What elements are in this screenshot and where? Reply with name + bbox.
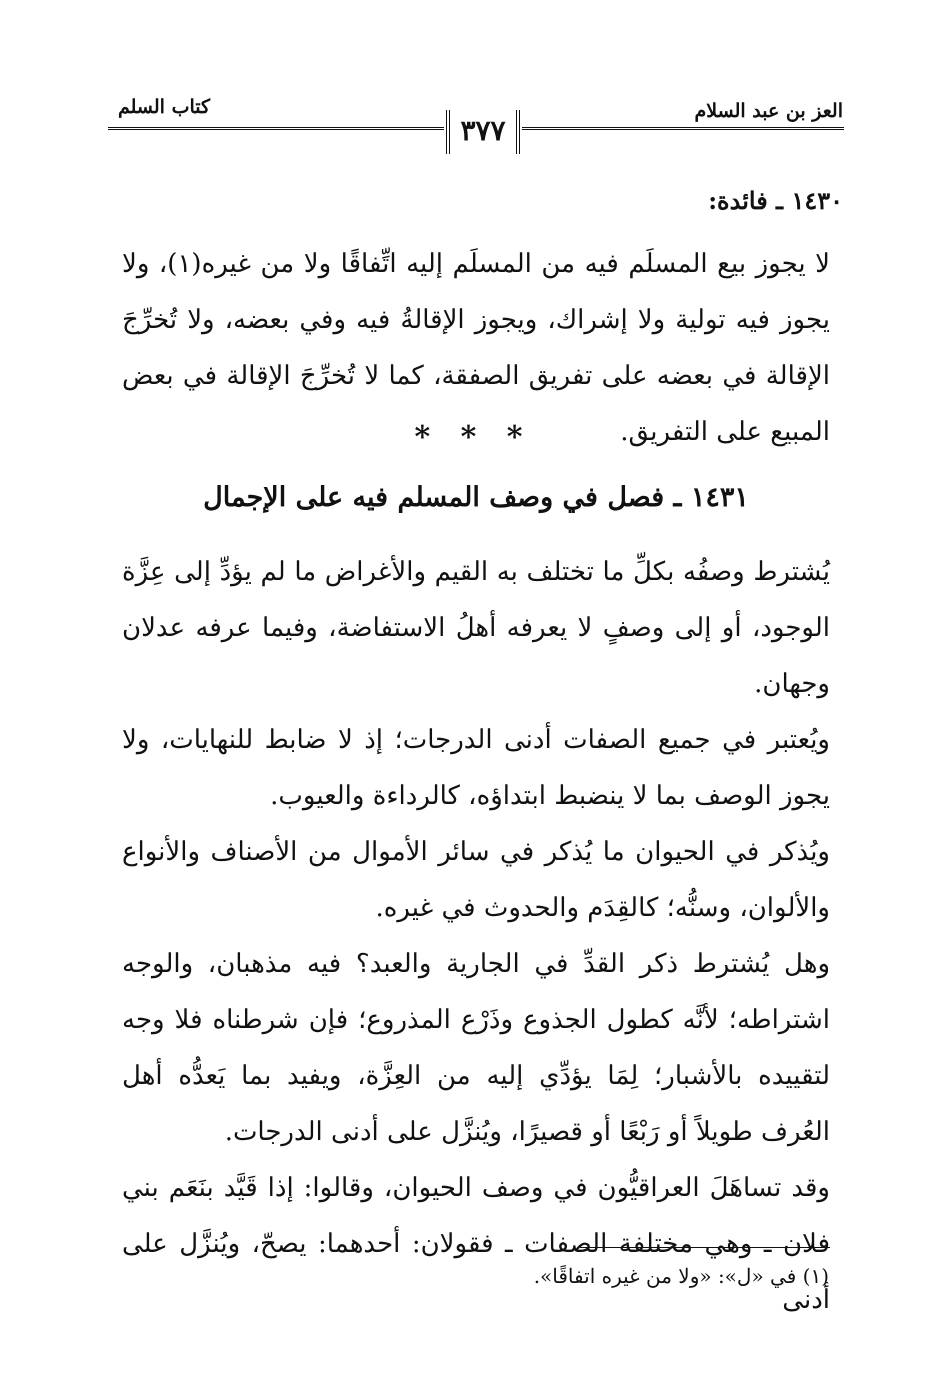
footnote: (١) في «ل»: «ولا من غيره اتفاقًا».: [533, 1264, 829, 1288]
section-separator: * * *: [414, 420, 533, 455]
header-rule-left: [108, 127, 444, 130]
header-author: العز بن عبد السلام: [694, 100, 843, 122]
paragraph-5: وقد تساهَلَ العراقيُّون في وصف الحيوان، وقالوا: إذا قَيَّد بنَعَم بني فلان ـ وهي مختلفة الصفات ـ فقولان: أحدهما: يصحّ، ويُنزَّل على أدنى: [122, 1173, 830, 1315]
page-number-box: [446, 110, 520, 154]
faida-title: ١٤٣٠ ـ فائدة:: [708, 186, 843, 215]
footnote-rule: [580, 1247, 830, 1248]
main-body: [122, 544, 830, 1328]
paragraph-2: ويُعتبر في جميع الصفات أدنى الدرجات؛ إذ لا ضابط للنهايات، ولا يجوز الوصف بما لا ينضبط ابتداؤه، كالرداءة والعيوب.: [122, 725, 830, 811]
paragraph-4: وهل يُشترط ذكر القدِّ في الجارية والعبد؟ فيه مذهبان، والوجه اشتراطه؛ لأنَّه كطول الجذوع وذَرْع المذروع؛ فإن شرطناه فلا وجه لتقييده بالأشبار؛ لِمَا يؤدِّي إليه من العِزَّة، ويفيد بما يَعدُّه أهل العُرف طويلاً أو رَبْعًا أو قصيرًا، ويُنزَّل على أدنى الدرجات.: [122, 949, 830, 1147]
header-chapter-title: كتاب السلم: [118, 96, 211, 118]
paragraph-3: ويُذكر في الحيوان ما يُذكر في سائر الأموال من الأصناف والأنواع والألوان، وسنُّه؛ كالقِدَم والحدوث في غيره.: [122, 837, 830, 923]
chapter-heading: ١٤٣١ ـ فصل في وصف المسلم فيه على الإجمال: [203, 482, 749, 513]
page-number: ٣٧٧: [460, 114, 506, 147]
faida-text: لا يجوز بيع المسلَم فيه من المسلَم إليه اتِّفاقًا ولا من غيره(١)، ولا يجوز فيه تولية ولا إشراك، ويجوز الإقالةُ فيه وفي بعضه، ولا تُخرِّجَ الإقالة في بعضه على تفريق الصفقة، كما لا تُخرِّجَ الإقالة في بعض المبيع على التفريق.: [122, 249, 830, 447]
header-rule-right: [522, 127, 844, 130]
paragraph-1: يُشترط وصفُه بكلِّ ما تختلف به القيم والأغراض ما لم يؤدِّ إلى عِزَّة الوجود، أو إلى وصفٍ لا يعرفه أهلُ الاستفاضة، وفيما عرفه عدلان وجهان.: [122, 557, 830, 699]
